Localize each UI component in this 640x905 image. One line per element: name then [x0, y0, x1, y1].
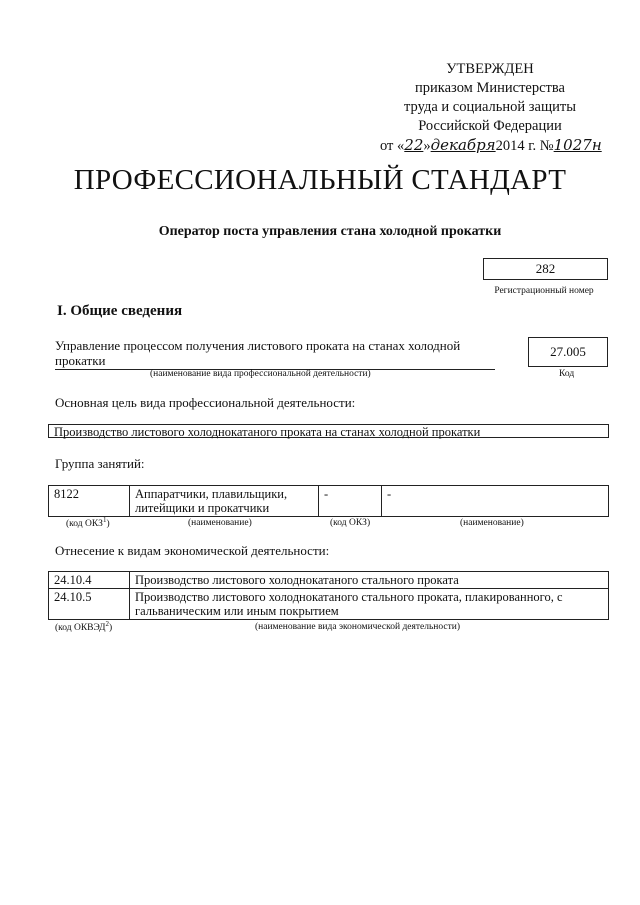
- table-row: [49, 572, 609, 589]
- date-year: 2014 г. №: [495, 138, 554, 154]
- okved-name-caption: (наименование вида экономической деятельности): [255, 622, 460, 632]
- approval-heading: УТВЕРЖДЕН: [446, 61, 534, 77]
- okz-code-caption-text: (код ОКЗ: [66, 519, 103, 530]
- occupation-groups-table: [48, 485, 609, 517]
- approval-date-line: [380, 136, 600, 156]
- order-number-handwritten: 1027н: [553, 136, 602, 154]
- activity-name: Управление процессом получения листового проката на станах холодной прокатки: [55, 338, 495, 370]
- okved-code: 24.10.5: [49, 589, 130, 620]
- economic-activity-label: Отнесение к видам экономической деятельности:: [55, 543, 330, 558]
- okved-code-caption: [55, 620, 112, 633]
- footnote-2-mark: 2: [105, 620, 109, 628]
- date-mid: »: [423, 138, 431, 154]
- okz-name-2: -: [382, 486, 609, 517]
- approval-line-federation: Российской Федерации: [418, 118, 562, 134]
- okved-name: Производство листового холоднокатаного стального проката: [130, 572, 609, 589]
- group-label: Группа занятий:: [55, 456, 145, 471]
- economic-activity-table: [48, 571, 609, 620]
- code-caption: Код: [559, 369, 575, 379]
- okz-code-2: -: [319, 486, 382, 517]
- date-day-handwritten: 22: [404, 136, 424, 154]
- okved-code: 24.10.4: [49, 572, 130, 589]
- table-row: [49, 486, 609, 517]
- date-month-handwritten: декабря: [430, 136, 496, 154]
- activity-caption: (наименование вида профессиональной деятельности): [150, 369, 371, 379]
- standard-name: Оператор поста управления стана холодной прокатки: [158, 224, 502, 239]
- registration-number-box: 282: [483, 258, 608, 280]
- date-prefix: от «: [380, 138, 405, 154]
- okved-code-caption-text: (код ОКВЭД: [55, 623, 106, 634]
- okz-code-caption-end: ): [106, 519, 110, 530]
- okz-name-caption: (наименование): [188, 518, 252, 528]
- goal-box: Производство листового холоднокатаного проката на станах холодной прокатки: [48, 424, 609, 438]
- section-heading: I. Общие сведения: [57, 303, 183, 319]
- approval-line-order: приказом Министерства: [415, 80, 565, 96]
- okz-code-caption: [66, 516, 110, 529]
- approval-block: [380, 60, 600, 156]
- okved-name: Производство листового холоднокатаного стального проката, плакированного, с гальваническим или иным покрытием: [130, 589, 609, 620]
- document-title: ПРОФЕССИОНАЛЬНЫЙ СТАНДАРТ: [73, 164, 567, 196]
- table-row: [49, 589, 609, 620]
- activity-code-box: 27.005: [528, 337, 608, 367]
- footnote-1-mark: 1: [102, 516, 107, 524]
- okved-code-caption-end: ): [108, 623, 113, 634]
- okz-name-1: Аппаратчики, плавильщики, литейщики и прокатчики: [130, 486, 319, 517]
- goal-label: Основная цель вида профессиональной деятельности:: [55, 395, 356, 410]
- registration-number-label: Регистрационный номер: [494, 286, 594, 296]
- okz-code-1: 8122: [49, 486, 130, 517]
- approval-line-ministry: труда и социальной защиты: [404, 99, 576, 115]
- okz-name-caption-2: (наименование): [460, 518, 524, 528]
- okz-code-caption-2: (код ОКЗ): [330, 518, 371, 528]
